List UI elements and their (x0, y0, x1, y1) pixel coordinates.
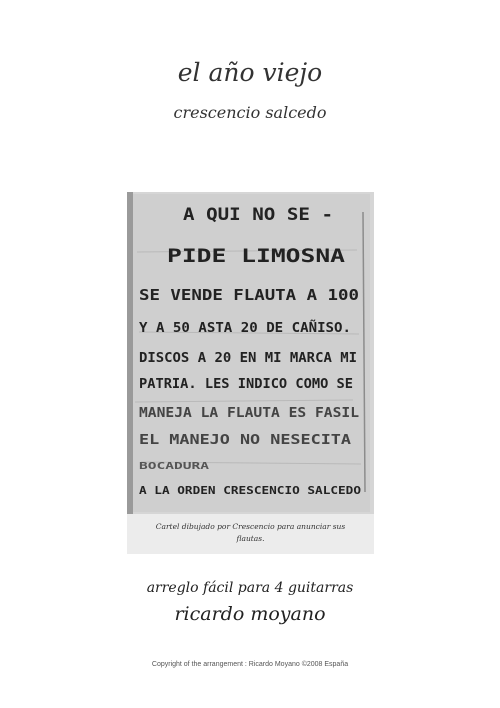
composer-name: crescencio salcedo (173, 103, 327, 122)
sign-line-9: BOCADURA (139, 461, 209, 472)
sign-line-10: A LA ORDEN CRESCENCIO SALCEDO (139, 484, 362, 497)
copyright-notice: Copyright of the arrangement : Ricardo Moyano ©2008 España (151, 661, 349, 668)
sign-line-1: A QUI NO SE - (183, 205, 333, 225)
photo-caption-line-1: Cartel dibujado por Crescencio para anunciar sus (155, 522, 346, 531)
photo-caption-line-2: flautas. (236, 534, 265, 543)
sign-photo (127, 192, 374, 554)
sign-line-2: PIDE LIMOSNA (167, 245, 346, 267)
sign-line-8: EL MANEJO NO NESECITA (139, 433, 352, 448)
sign-line-4: Y A 50 ASTA 20 DE CAÑISO. (139, 321, 335, 336)
arranger-name: ricardo moyano (174, 603, 326, 625)
sign-line-6: PATRIA. LES INDICO COMO SE (139, 377, 353, 392)
sign-line-7: MANEJA LA FLAUTA ES FASIL (139, 406, 360, 421)
sign-line-5: DISCOS A 20 EN MI MARCA MI (139, 351, 357, 366)
arrangement-note: arreglo fácil para 4 guitarras (146, 580, 354, 596)
page-title: el año viejo (177, 58, 323, 87)
sign-line-3: SE VENDE FLAUTA A 100 (139, 286, 359, 304)
